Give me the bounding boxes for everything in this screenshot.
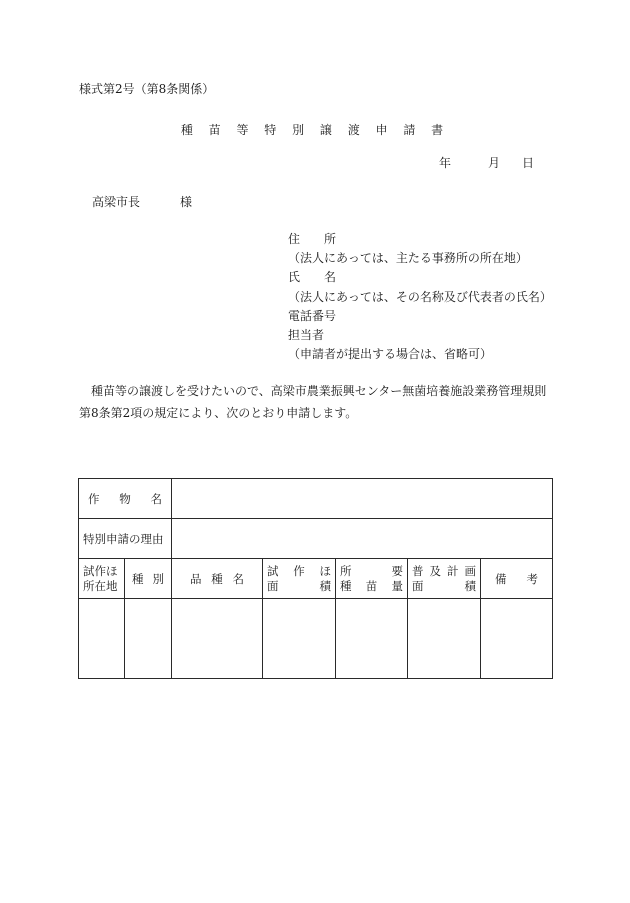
date-year-label: 年 bbox=[439, 156, 452, 170]
header-row bbox=[79, 559, 553, 599]
crop-name-label: 作 物 名 bbox=[79, 479, 172, 519]
date-line bbox=[439, 154, 534, 171]
cell-seed-amount[interactable] bbox=[336, 599, 408, 679]
addressee bbox=[92, 193, 192, 210]
reason-row bbox=[79, 519, 553, 559]
cell-trial-site[interactable] bbox=[79, 599, 125, 679]
application-table bbox=[78, 478, 553, 679]
header-plan-area: 普 及 計 画 面 積 bbox=[408, 559, 481, 599]
contact-note: （申請者が提出する場合は、省略可） bbox=[288, 347, 493, 362]
phone-label: 電話番号 bbox=[288, 308, 337, 323]
cell-type[interactable] bbox=[125, 599, 172, 679]
name-label: 氏 名 bbox=[288, 270, 337, 285]
cell-plan-area[interactable] bbox=[408, 599, 481, 679]
header-type: 種 別 bbox=[125, 559, 172, 599]
request-statement: 種苗等の譲渡しを受けたいので、高梁市農業振興センター無菌培養施設業務管理規則第8条第2項の規定により、次のとおり申請します。 bbox=[79, 384, 547, 420]
applicant-block bbox=[288, 230, 552, 364]
document-title: 種 苗 等 特 別 譲 渡 申 請 書 bbox=[180, 123, 450, 137]
address-label: 住 所 bbox=[288, 232, 337, 246]
header-trial-site: 試作ほ 所在地 bbox=[79, 559, 125, 599]
addressee-name: 高梁市長 bbox=[92, 195, 141, 209]
date-month-label: 月 bbox=[488, 156, 501, 170]
header-seed-amount: 所 要 種 苗 量 bbox=[336, 559, 408, 599]
addressee-suffix: 様 bbox=[180, 195, 193, 209]
address-note: （法人にあっては、主たる事務所の所在地） bbox=[288, 251, 528, 266]
header-trial-area: 試 作 ほ 面 積 bbox=[263, 559, 336, 599]
reason-label: 特別申請の理由 bbox=[79, 519, 172, 559]
name-note: （法人にあっては、その名称及び代表者の氏名） bbox=[288, 289, 552, 304]
header-remarks: 備 考 bbox=[481, 559, 553, 599]
cell-remarks[interactable] bbox=[481, 599, 553, 679]
crop-name-row bbox=[79, 479, 553, 519]
header-variety: 品 種 名 bbox=[172, 559, 263, 599]
cell-variety[interactable] bbox=[172, 599, 263, 679]
form-number: 様式第2号（第8条関係） bbox=[79, 82, 215, 96]
cell-trial-area[interactable] bbox=[263, 599, 336, 679]
date-day-label: 日 bbox=[522, 156, 535, 170]
table-row bbox=[79, 599, 553, 679]
crop-name-field[interactable] bbox=[172, 479, 553, 519]
contact-label: 担当者 bbox=[288, 328, 325, 343]
reason-field[interactable] bbox=[172, 519, 553, 559]
